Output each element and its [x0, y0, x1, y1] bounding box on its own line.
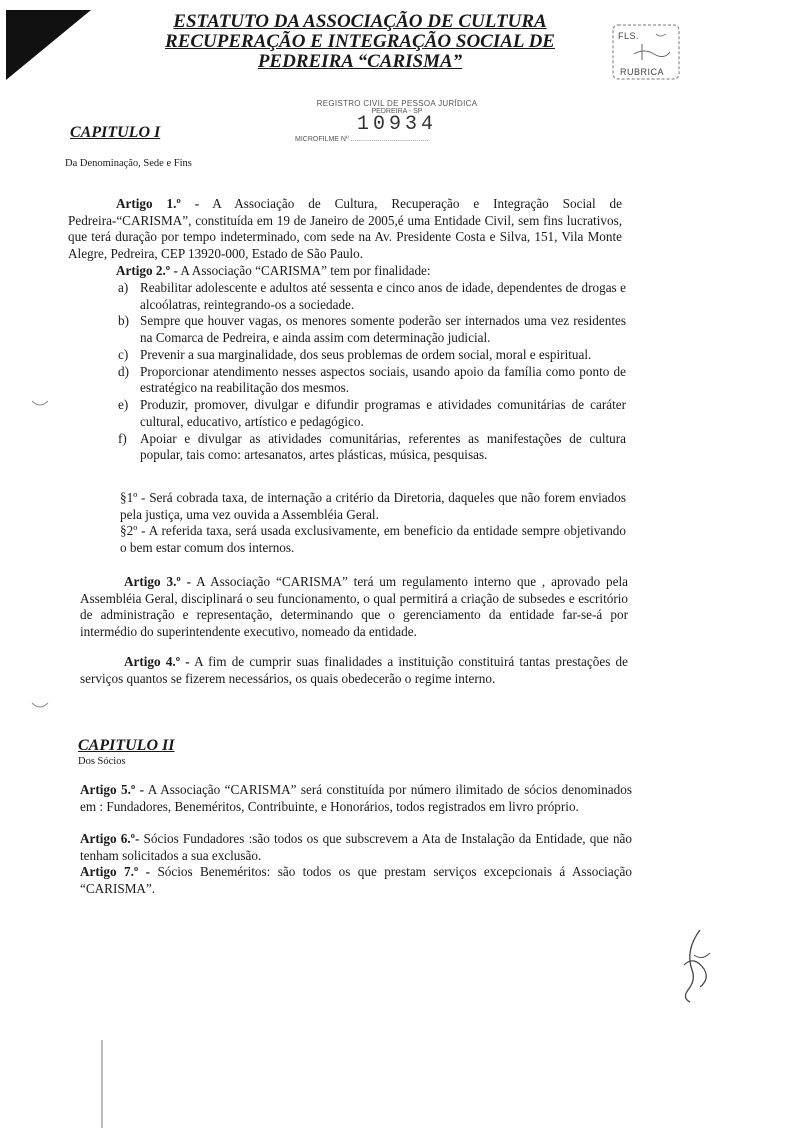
article-7-label: Artigo 7.º - — [80, 864, 151, 879]
article-3-label: Artigo 3.º - — [124, 574, 191, 589]
punch-hole-mark — [30, 398, 50, 410]
chapter-2-subtitle: Dos Sócios — [78, 756, 126, 767]
article-7 — [80, 864, 632, 897]
article-3 — [80, 574, 628, 640]
punch-hole-mark — [30, 700, 50, 712]
corner-triangle-mark — [6, 10, 91, 80]
registry-microfilm-line: MICROFILME Nº ........................................ — [295, 136, 429, 143]
purposes-list — [118, 280, 626, 464]
list-item: b) Sempre que houver vagas, os menores somente poderão ser internados uma vez residentes na Comarca de Pedreira, e ainda assim com determinação judicial. — [118, 313, 626, 346]
article-1-text: A Associação de Cultura, Recuperação e Integração Social de Pedreira-“CARISMA”, constituída em 19 de Janeiro de 2005,é uma Entidade Civil, sem fins lucrativos, que terá duração por tempo indeterminado, com sede na Av. Presidente Costa e Silva, 151, Vila Monte Alegre, Pedreira, CEP 13920-000, Estado de São Paulo. — [68, 196, 622, 261]
chapter-1-subtitle: Da Denominação, Sede e Fins — [65, 158, 192, 169]
title-line-2: RECUPERAÇÃO E INTEGRAÇÃO SOCIAL DE — [165, 31, 555, 52]
list-item: c) Prevenir a sua marginalidade, dos seus problemas de ordem social, moral e espiritual. — [118, 346, 592, 362]
chapter-2-heading: CAPITULO II — [78, 737, 175, 754]
article-7-text: Sócios Beneméritos: são todos os que prestam serviços excepcionais á Associação “CARISMA”. — [80, 864, 632, 896]
registry-line-2: PEDREIRA - SP — [371, 108, 423, 115]
article-2 — [116, 263, 626, 280]
registry-number: 10934 — [356, 113, 437, 136]
stamp-rubrica-label: RUBRICA — [620, 67, 665, 77]
paragraph-2: §2º - A referida taxa, será usada exclusivamente, em beneficio da entidade sempre objetivando o bem estar comum dos internos. — [120, 523, 626, 555]
title-line-3: PEDREIRA “CARISMA” — [257, 51, 463, 72]
article-4-text: A fim de cumprir suas finalidades a instituição constituirá tantas prestações de serviços quantos se fizerem necessários, os quais obedecerão o regime interno. — [80, 654, 628, 686]
article-3-text: A Associação “CARISMA” terá um regulamento interno que , aprovado pela Assembléia Geral, disciplinará o seu funcionamento, o qual permitirá a criação de subsedes e escritório de administração e representação, determinando que o gerenciamento da entidade far-se-á por intermédio do superintendente executivo, nomeado da entidade. — [80, 574, 628, 639]
folio-stamp — [612, 24, 680, 80]
list-item: d) Proporcionar atendimento nesses aspectos sociais, usando apoio da família como ponto de estratégico na reabilitação dos mesmos. — [118, 363, 626, 396]
document-title — [150, 12, 570, 72]
article-2-label: Artigo 2.º - — [116, 263, 178, 278]
paragraph-1: §1º - Será cobrada taxa, de internação a critério da Diretoria, daqueles que não forem enviados pela justiça, uma vez ouvida a Assembléia Geral. — [120, 490, 626, 522]
registry-line-1: REGISTRO CIVIL DE PESSOA JURÍDICA — [316, 99, 478, 108]
list-item: a) Reabilitar adolescente e adultos até sessenta e cinco anos de idade, dependentes de drogas e alcoólatras, reintegrando-os a sociedade. — [118, 280, 626, 312]
title-line-1: ESTATUTO DA ASSOCIAÇÃO DE CULTURA — [173, 11, 547, 32]
chapter-1-heading: CAPITULO I — [70, 124, 161, 141]
article-1 — [68, 196, 622, 262]
stamp-fls-label: FLS. — [618, 31, 640, 41]
article-6-label: Artigo 6.º- — [80, 831, 140, 846]
article-2-text: A Associação “CARISMA” tem por finalidade: — [177, 263, 431, 278]
registry-stamp — [292, 99, 502, 143]
margin-line — [100, 1040, 104, 1130]
article-5-text: A Associação “CARISMA” será constituída por número ilimitado de sócios denominados em : Fundadores, Beneméritos, Contribuinte, e Honorários, todos registrados em livro próprio. — [80, 782, 632, 814]
article-4-label: Artigo 4.º - — [124, 654, 190, 669]
article-1-label: Artigo 1.º - — [116, 196, 200, 211]
article-5 — [80, 782, 632, 815]
article-4 — [80, 654, 628, 687]
article-6 — [80, 831, 632, 864]
article-6-text: Sócios Fundadores :são todos os que subscrevem a Ata de Instalação da Entidade, que não tenham solicitados a sua exclusão. — [80, 831, 632, 863]
handwritten-initials-signature — [670, 925, 720, 1005]
article-5-label: Artigo 5.º - — [80, 782, 145, 797]
list-item: e) Produzir, promover, divulgar e difundir programas e atividades comunitárias de caráter cultural, educativo, artístico e pedagógico. — [118, 397, 626, 429]
list-item: f) Apoiar e divulgar as atividades comunitárias, referentes as manifestações de cultura popular, tais como: artesanatos, artes plásticas, música, pesquisas. — [118, 430, 626, 463]
